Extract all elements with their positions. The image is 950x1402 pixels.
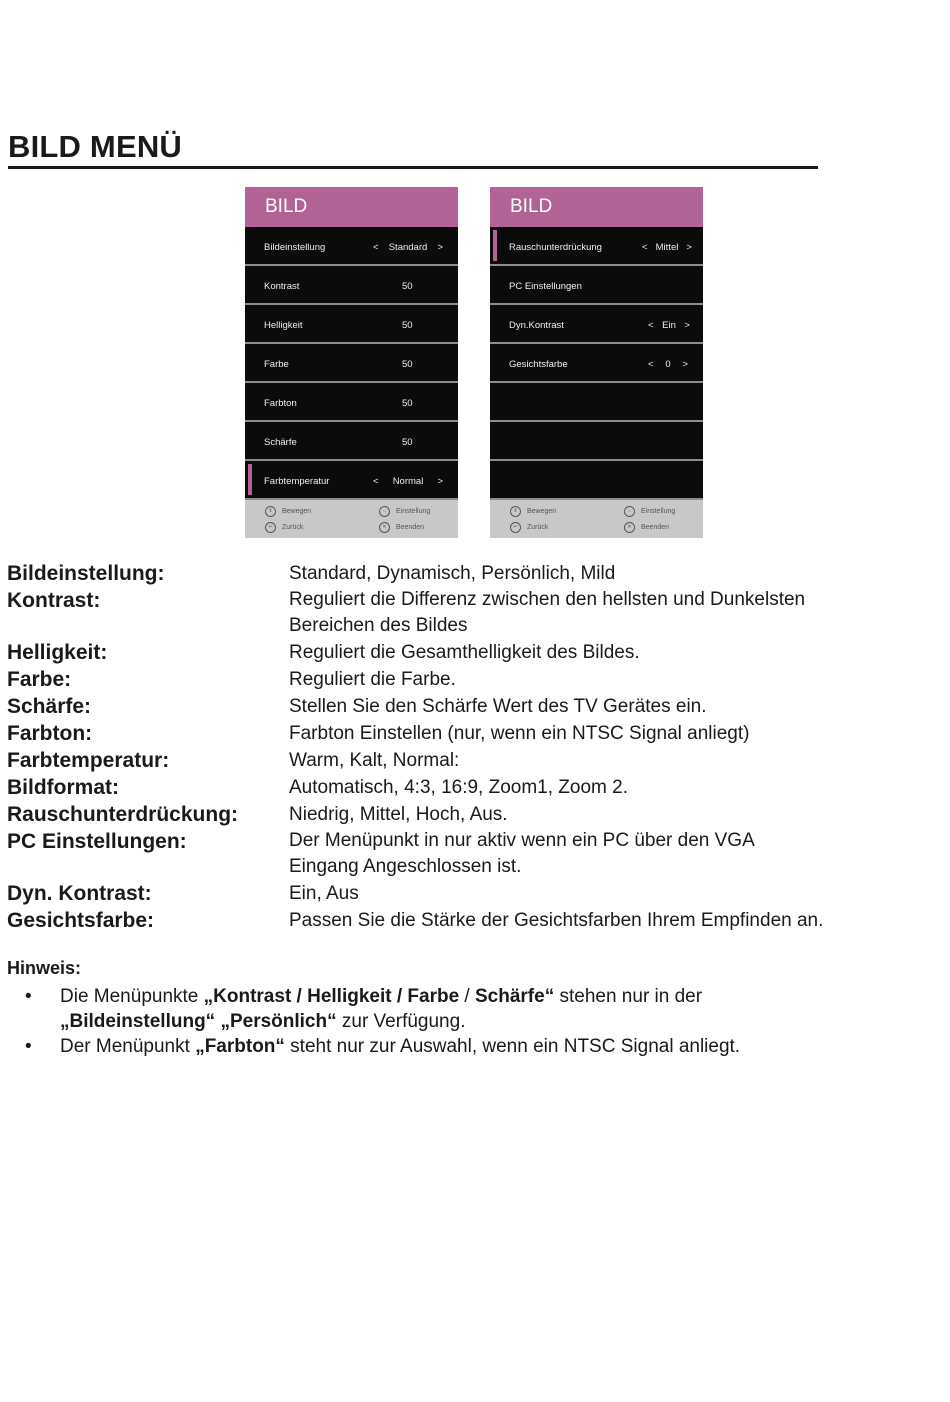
definition-row [7, 801, 927, 828]
note-bold: „Bildeinstellung“ „Persönlich“ [60, 1011, 337, 1032]
hint-label: Beenden [396, 524, 425, 531]
definition-term: Farbton: [7, 722, 93, 745]
tv-item-label: Farbe [264, 359, 289, 370]
hint-label: Zurück [527, 524, 549, 531]
definition-row [7, 639, 927, 666]
right-arrow-icon: > [682, 359, 688, 370]
tv-item-value: Ein [662, 320, 676, 331]
definition-desc: Reguliert die Gesamthelligkeit des Bildes. [289, 642, 640, 663]
tv-item-value: Standard [388, 242, 428, 253]
definition-row [7, 693, 927, 720]
note-text: zur Verfügung. [336, 1011, 466, 1032]
left-arrow-icon: < [642, 242, 648, 253]
definition-row [7, 720, 927, 747]
note-text: Der Menüpunkt [60, 1036, 196, 1057]
definition-row [7, 828, 927, 880]
left-arrow-icon: < [373, 476, 379, 487]
page-title: BILD MENÜ [8, 128, 818, 169]
tv-item-label: Dyn.Kontrast [509, 320, 564, 331]
tv-menu-item-dyn-kontrast [490, 305, 703, 344]
definition-term: PC Einstellungen: [7, 830, 187, 853]
tv-item-selector [648, 359, 688, 370]
note-list [7, 984, 907, 1059]
definition-row [7, 880, 927, 907]
back-icon: ↩ [265, 522, 276, 533]
definition-desc: Standard, Dynamisch, Persönlich, Mild [289, 563, 616, 584]
definition-row [7, 774, 927, 801]
exit-icon: ✕ [624, 522, 635, 533]
right-arrow-icon: > [437, 476, 443, 487]
footer-hint-back [265, 522, 303, 533]
footer-hint-setting [379, 506, 430, 517]
left-arrow-icon: < [648, 359, 654, 370]
tv-menu-footer [245, 500, 458, 538]
exit-icon: ✕ [379, 522, 390, 533]
right-arrow-icon: > [437, 242, 443, 253]
definition-term: Bildformat: [7, 776, 119, 799]
definition-term: Dyn. Kontrast: [7, 882, 152, 905]
hint-label: Einstellung [396, 508, 431, 515]
back-icon: ↩ [510, 522, 521, 533]
tv-item-selector [648, 320, 690, 331]
footer-hint-exit [624, 522, 669, 533]
definition-desc: Automatisch, 4:3, 16:9, Zoom1, Zoom 2. [289, 777, 628, 798]
definition-term: Schärfe: [7, 695, 92, 718]
tv-menu-left-screenshot [245, 187, 458, 538]
tv-menu-header: BILD [490, 187, 703, 227]
tv-menu-item-bildeinstellung [245, 227, 458, 266]
note-title: Hinweis: [7, 958, 82, 978]
tv-item-label: Bildeinstellung [264, 242, 326, 253]
tv-item-selector [642, 242, 692, 253]
note-text: steht nur zur Auswahl, wenn ein NTSC Signal anliegt. [284, 1036, 741, 1057]
tv-item-value: 50 [402, 320, 413, 331]
tv-item-label: Rauschunterdrückung [509, 242, 602, 253]
tv-item-label: Helligkeit [264, 320, 303, 331]
note-section [7, 956, 907, 1059]
hint-label: Beenden [641, 524, 670, 531]
definition-list [7, 560, 927, 934]
note-bullet [7, 1034, 907, 1059]
hint-label: Bewegen [527, 508, 557, 515]
note-text: stehen nur in der [554, 986, 703, 1007]
tv-item-label: Farbtemperatur [264, 476, 330, 487]
footer-hint-setting [624, 506, 675, 517]
tv-menu-item-farbton [245, 383, 458, 422]
definition-desc: Passen Sie die Stärke der Gesichtsfarben Ihrem Empfinden an. [289, 910, 824, 931]
tv-item-value: 50 [402, 281, 413, 292]
footer-hint-move [510, 506, 556, 517]
left-arrow-icon: < [648, 320, 654, 331]
note-bold: „Farbton“ [195, 1036, 285, 1057]
left-arrow-icon: < [373, 242, 379, 253]
footer-hint-exit [379, 522, 424, 533]
definition-row [7, 560, 927, 587]
definition-desc: Reguliert die Farbe. [289, 669, 456, 690]
tv-item-value: 50 [402, 398, 413, 409]
note-bullet [7, 984, 907, 1034]
tv-menu-item-kontrast [245, 266, 458, 305]
note-bold: Schärfe“ [475, 986, 555, 1007]
tv-item-label: Farbton [264, 398, 297, 409]
tv-item-value: 0 [665, 359, 671, 370]
tv-menu-footer [490, 500, 703, 538]
tv-item-selector [373, 476, 443, 487]
definition-row [7, 587, 927, 639]
left-right-icon: ⇔ [379, 506, 390, 517]
definition-desc: Warm, Kalt, Normal: [289, 750, 460, 771]
tv-item-selector [373, 242, 443, 253]
tv-item-label: Gesichtsfarbe [509, 359, 568, 370]
definition-term: Farbtemperatur: [7, 749, 170, 772]
footer-hint-back [510, 522, 548, 533]
left-right-icon: ⇔ [624, 506, 635, 517]
dpad-icon: ⇕ [510, 506, 521, 517]
definition-term: Rauschunterdrückung: [7, 803, 239, 826]
hint-label: Zurück [282, 524, 304, 531]
tv-menu-item-farbtemperatur [245, 461, 458, 500]
definition-desc: Ein, Aus [289, 883, 359, 904]
note-text: Die Menüpunkte [60, 986, 204, 1007]
definition-desc: Reguliert die Differenz zwischen den hellsten und Dunkelsten Bereichen des Bildes [289, 589, 806, 636]
hint-label: Bewegen [282, 508, 312, 515]
definition-row [7, 907, 927, 934]
definition-desc: Niedrig, Mittel, Hoch, Aus. [289, 804, 508, 825]
tv-item-value: Normal [392, 476, 424, 487]
definition-desc: Stellen Sie den Schärfe Wert des TV Gerätes ein. [289, 696, 707, 717]
hint-label: Einstellung [641, 508, 676, 515]
note-text: / [459, 986, 475, 1007]
tv-item-label: PC Einstellungen [509, 281, 582, 292]
tv-item-label: Kontrast [264, 281, 300, 292]
tv-item-value: 50 [402, 437, 413, 448]
tv-item-value: Mittel [655, 242, 679, 253]
right-arrow-icon: > [686, 242, 692, 253]
definition-term: Kontrast: [7, 589, 101, 612]
tv-menu-item-rauschunterdrueckung [490, 227, 703, 266]
right-arrow-icon: > [684, 320, 690, 331]
tv-menu-header: BILD [245, 187, 458, 227]
tv-item-value: 50 [402, 359, 413, 370]
tv-menu-right-screenshot [490, 187, 703, 538]
tv-menu-item-pc-einstellungen [490, 266, 703, 305]
definition-term: Bildeinstellung: [7, 562, 165, 585]
dpad-icon: ⇕ [265, 506, 276, 517]
definition-desc: Farbton Einstellen (nur, wenn ein NTSC Signal anliegt) [289, 723, 750, 744]
tv-item-label: Schärfe [264, 437, 297, 448]
definition-row [7, 747, 927, 774]
tv-menu-item-gesichtsfarbe [490, 344, 703, 383]
tv-menu-item-empty [490, 383, 703, 422]
footer-hint-move [265, 506, 311, 517]
tv-menu-item-empty [490, 461, 703, 500]
definition-row [7, 666, 927, 693]
tv-menu-item-helligkeit [245, 305, 458, 344]
tv-menu-item-farbe [245, 344, 458, 383]
definition-term: Helligkeit: [7, 641, 108, 664]
definition-desc: Der Menüpunkt in nur aktiv wenn ein PC über den VGA Eingang Angeschlossen ist. [289, 830, 754, 877]
tv-menu-item-empty [490, 422, 703, 461]
definition-term: Gesichtsfarbe: [7, 909, 155, 932]
note-bold: „Kontrast / Helligkeit / Farbe [203, 986, 460, 1007]
tv-menu-item-schaerfe [245, 422, 458, 461]
definition-term: Farbe: [7, 668, 72, 691]
